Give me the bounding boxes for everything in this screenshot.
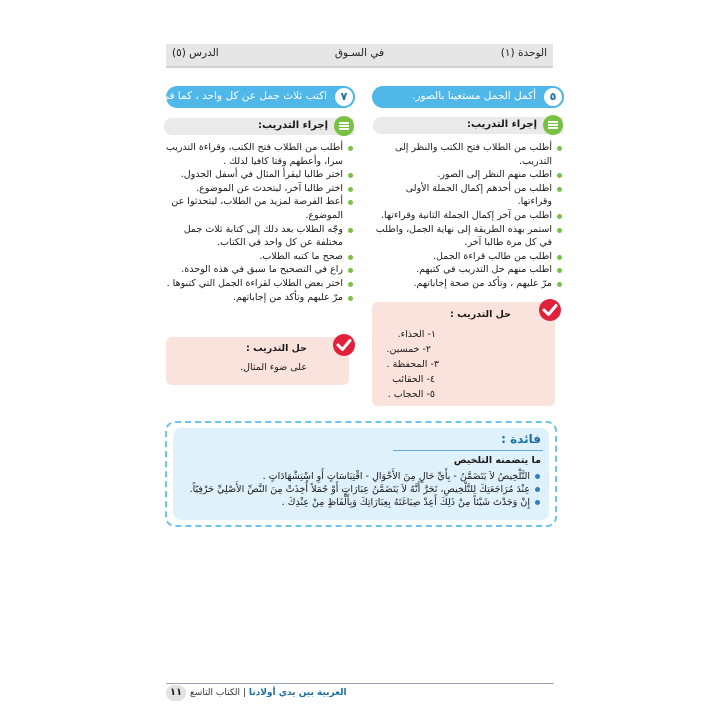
benefit-content xyxy=(173,428,549,520)
exercise-title: أكمل الجمل مستعينا بالصور. xyxy=(412,90,536,102)
list-item: أعط الفرصة لمزيد من الطلاب، ليتحدثوا عن الموضوع. xyxy=(164,195,354,222)
list-item: اطلب من طالب قراءة الجمل. xyxy=(373,250,563,264)
solution-line: ٥- الحجاب . xyxy=(387,389,435,400)
procedure-steps xyxy=(373,141,563,291)
solution-line: ١- الحذاء. xyxy=(397,329,436,340)
benefit-title-underline xyxy=(393,450,543,451)
checkmark-icon xyxy=(539,299,561,321)
solution-line: على ضوء المثال. xyxy=(240,362,307,373)
exercise-number: ٥ xyxy=(542,86,564,108)
solution-box xyxy=(166,337,349,385)
solution-title: حل التدريب : xyxy=(449,309,511,320)
list-item: اطلب منهم حل التدريب في كتبهم. xyxy=(373,263,563,277)
list-item: أطلب من الطلاب فتح الكتب، وقراءة التدريب سرا، وأعطهم وقتا كافيا لذلك . xyxy=(164,141,354,168)
solution-line: ٢- خمسين. xyxy=(386,344,431,355)
procedure-bar xyxy=(164,118,354,135)
list-lines-icon xyxy=(334,116,354,136)
list-item: اختر طالبا آخر، ليتحدث عن الموضوع. xyxy=(164,182,354,196)
checkmark-icon xyxy=(333,334,355,356)
list-item: مرّ عليهم ، وتأكد من صحة إجاباتهم. xyxy=(373,277,563,291)
list-item: إِنْ وَجَدْتَ شَيْئاً مِنْ ذَلِكَ أَعِدْ صِيَاغَتَهُ بِعِبَارَاتِكَ وَبِأَلْفَاظٍ مِنْ عِنْدِكَ . xyxy=(179,496,541,509)
list-item: مرّ عليهم وتأكد من إجاباتهم. xyxy=(164,291,354,305)
procedure-bar xyxy=(373,117,563,134)
footer-separator: | xyxy=(242,688,246,698)
lesson-label: الدرس (٥) xyxy=(172,47,219,59)
footer-book-title xyxy=(190,688,347,698)
list-item: أطلب من الطلاب فتح الكتب والنظر إلى التدريب. xyxy=(373,141,563,168)
list-item: اختر طالبا ليقرأ المثال في أسفل الجدول. xyxy=(164,168,354,182)
exercise-number: ٧ xyxy=(333,86,355,108)
benefit-points xyxy=(179,470,541,509)
list-item: استمر بهذه الطريقة إلى نهاية الجمل، واطلب في كل مرة طالبا آخر. xyxy=(373,223,563,250)
benefit-subtitle: ما يتضمنه التلخيص xyxy=(453,455,541,466)
topic-label: في السـوق xyxy=(334,47,385,59)
exercise-7-title-bar xyxy=(127,86,355,108)
procedure-steps xyxy=(164,141,354,304)
exercise-title: اكتب ثلاث جمل عن كل واحد ، كما في المثال. xyxy=(127,90,327,102)
list-item: اطلب من أحدهم إكمال الجملة الأولى وقراءتها. xyxy=(373,182,563,209)
solution-box xyxy=(372,302,555,406)
list-item: اطلب من آخر إكمال الجملة الثانية وقراءتها. xyxy=(373,209,563,223)
solution-line: ٤- الحقائب xyxy=(392,374,435,385)
procedure-label: إجراء التدريب: xyxy=(466,119,537,130)
list-item: عِنْدَ مُرَاجَعَتِكَ لِلتَّلْخِيصِ، تَحَرَّ أَنَّهُ لاَ يَتَضَمَّنُ عِبَارَاتٍ أَوْ جُمَلاً أُخِذَتْ مِنَ النَّصِّ الأَصْلِيِّ حَرْفِيّاً. xyxy=(179,483,541,496)
page-number: ١١ xyxy=(166,685,186,701)
unit-label: الوحدة (١) xyxy=(500,47,547,59)
footer-divider xyxy=(166,683,554,684)
list-item: اطلب منهم النظر إلى الصور. xyxy=(373,168,563,182)
list-item: التَّلْخِيصُ لاَ يَتَضَمَّنُ - بِأَيِّ حَالٍ مِنَ الأَحْوَالِ - اقْتِبَاسَاتٍ أَوِ اسْتِشْهَادَاتٍ . xyxy=(179,470,541,483)
list-item: اختر بعض الطلاب لقراءة الجمل التي كتبوها . xyxy=(164,277,354,291)
list-item: صحح ما كتبه الطلاب. xyxy=(164,250,354,264)
list-lines-icon xyxy=(543,115,563,135)
exercise-5-title-bar xyxy=(372,86,564,108)
solution-line: ٣- المحفظة . xyxy=(386,359,439,370)
book-title: العربية بين يدي أولادنا xyxy=(248,688,347,698)
lesson-header xyxy=(166,44,553,68)
list-item: وجّه الطلاب بعد ذلك إلى كتابة ثلاث جمل مختلفة عن كل واحد في الكتاب. xyxy=(164,223,354,250)
solution-title: حل التدريب : xyxy=(245,343,307,354)
procedure-label: إجراء التدريب: xyxy=(257,120,328,131)
benefit-title: فائدة : xyxy=(501,432,541,446)
book-level: الكتاب التاسع xyxy=(190,688,241,698)
list-item: راع في التصحيح ما سبق في هذه الوحدة. xyxy=(164,263,354,277)
